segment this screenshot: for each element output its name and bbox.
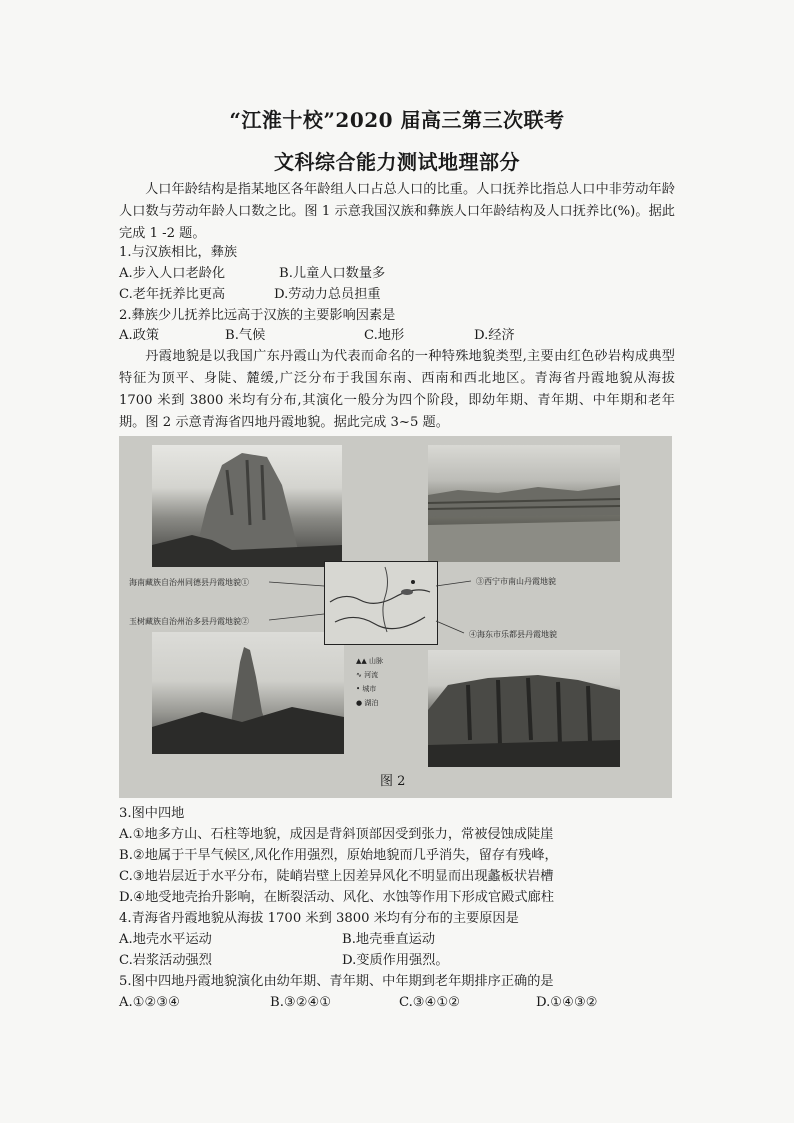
intro-2-text: 丹霞地貌是以我国广东丹霞山为代表而命名的一种特殊地貌类型,主要由红色砂岩构成典型特征为顶平、身陡、麓缓,广泛分布于我国东南、西南和西北地区。青海省丹霞地貌从海拔 1700 米到 3800 米均有分布,其演化一般分为四个阶段，即幼年期、青年期、中年期和老年期。图 2 示意青海省四地丹霞地貌。据此完成 3~5 题。: [119, 349, 675, 430]
legend-river-label: 河流: [364, 671, 379, 679]
q4-option-a: A.地壳水平运动: [119, 932, 212, 947]
q3-stem: 3.图中四地: [119, 806, 185, 821]
legend-mountain-label: 山脉: [369, 657, 383, 665]
q1-option-a: A.步入人口老龄化: [119, 266, 226, 281]
q3-option-b: B.②地属于干旱气候区,风化作用强烈，原始地貌而几乎消失，留存有残峰，: [119, 848, 558, 863]
q5-option-b: B.③②④①: [270, 995, 332, 1010]
legend-city: • 城市: [356, 685, 377, 693]
q2-option-c: C.地形: [364, 328, 405, 343]
q5-option-c: C.③④①②: [399, 995, 461, 1010]
q2-option-b: B.气候: [225, 328, 266, 343]
figure-2: [119, 436, 672, 798]
q4-option-b: B.地壳垂直运动: [342, 932, 436, 947]
legend-lake-label: 湖泊: [364, 699, 379, 707]
q2-option-d: D.经济: [474, 328, 515, 343]
callout-1-text: 海南藏族自治州同德县丹霞地貌①: [129, 578, 249, 587]
legend-river: ∿ 河流: [356, 671, 379, 679]
exam-subtitle: 文科综合能力测试地理部分: [274, 150, 520, 174]
q3-option-c: C.③地岩层近于水平分布，陡峭岩壁上因差异风化不明显而出现蠡板状岩槽: [119, 869, 554, 884]
q1-option-d: D.劳动力总员担重: [274, 287, 381, 302]
callout-4-text: ④海东市乐都县丹霞地貌: [469, 630, 557, 639]
q5-option-a: A.①②③④: [119, 995, 181, 1010]
intro-paragraph-2: [119, 346, 675, 434]
q4-option-d: D.变质作用强烈。: [342, 953, 449, 968]
q1-option-b: B.儿童人口数量多: [279, 266, 386, 281]
legend-lake: ● 湖泊: [356, 699, 379, 707]
q3-option-a: A.①地多方山、石柱等地貌，成因是背斜顶部因受到张力，常被侵蚀成陡崖: [119, 827, 554, 842]
callout-3-text: ③西宁市南山丹霞地貌: [476, 577, 556, 586]
q4-option-c: C.岩浆活动强烈: [119, 953, 212, 968]
exam-title: “江淮十校”2020 届高三第三次联考: [229, 108, 565, 132]
intro-paragraph-1: [119, 179, 675, 245]
q4-stem: 4.青海省丹霞地貌从海拔 1700 米到 3800 米均有分布的主要原因是: [119, 911, 519, 926]
q2-option-a: A.政策: [119, 328, 160, 343]
q2-stem: 2.彝族少儿抚养比远高于汉族的主要影响因素是: [119, 308, 396, 323]
legend-mountain: ▲▲ 山脉: [356, 657, 383, 665]
q5-option-d: D.①④③②: [536, 995, 598, 1010]
q3-option-d: D.④地受地壳抬升影响，在断裂活动、风化、水蚀等作用下形成官殿式廊柱: [119, 890, 554, 905]
legend-city-label: 城市: [362, 685, 377, 693]
intro-1-text: 人口年龄结构是指某地区各年龄组人口占总人口的比重。人口抚养比指总人口中非劳动年龄人口数与劳动年龄人口数之比。图 1 示意我国汉族和彝族人口年龄结构及人口抚养比(%)。据此完成 1 -2 题。: [119, 182, 675, 241]
q1-stem: 1.与汉族相比，彝族: [119, 245, 238, 260]
q1-option-c: C.老年抚养比更高: [119, 287, 226, 302]
figure-caption: 图 2: [380, 774, 406, 789]
callout-2-text: 玉树藏族自治州治多县丹霞地貌②: [129, 617, 249, 626]
q5-stem: 5.图中四地丹霞地貌演化由幼年期、青年期、中年期到老年期排序正确的是: [119, 974, 554, 989]
